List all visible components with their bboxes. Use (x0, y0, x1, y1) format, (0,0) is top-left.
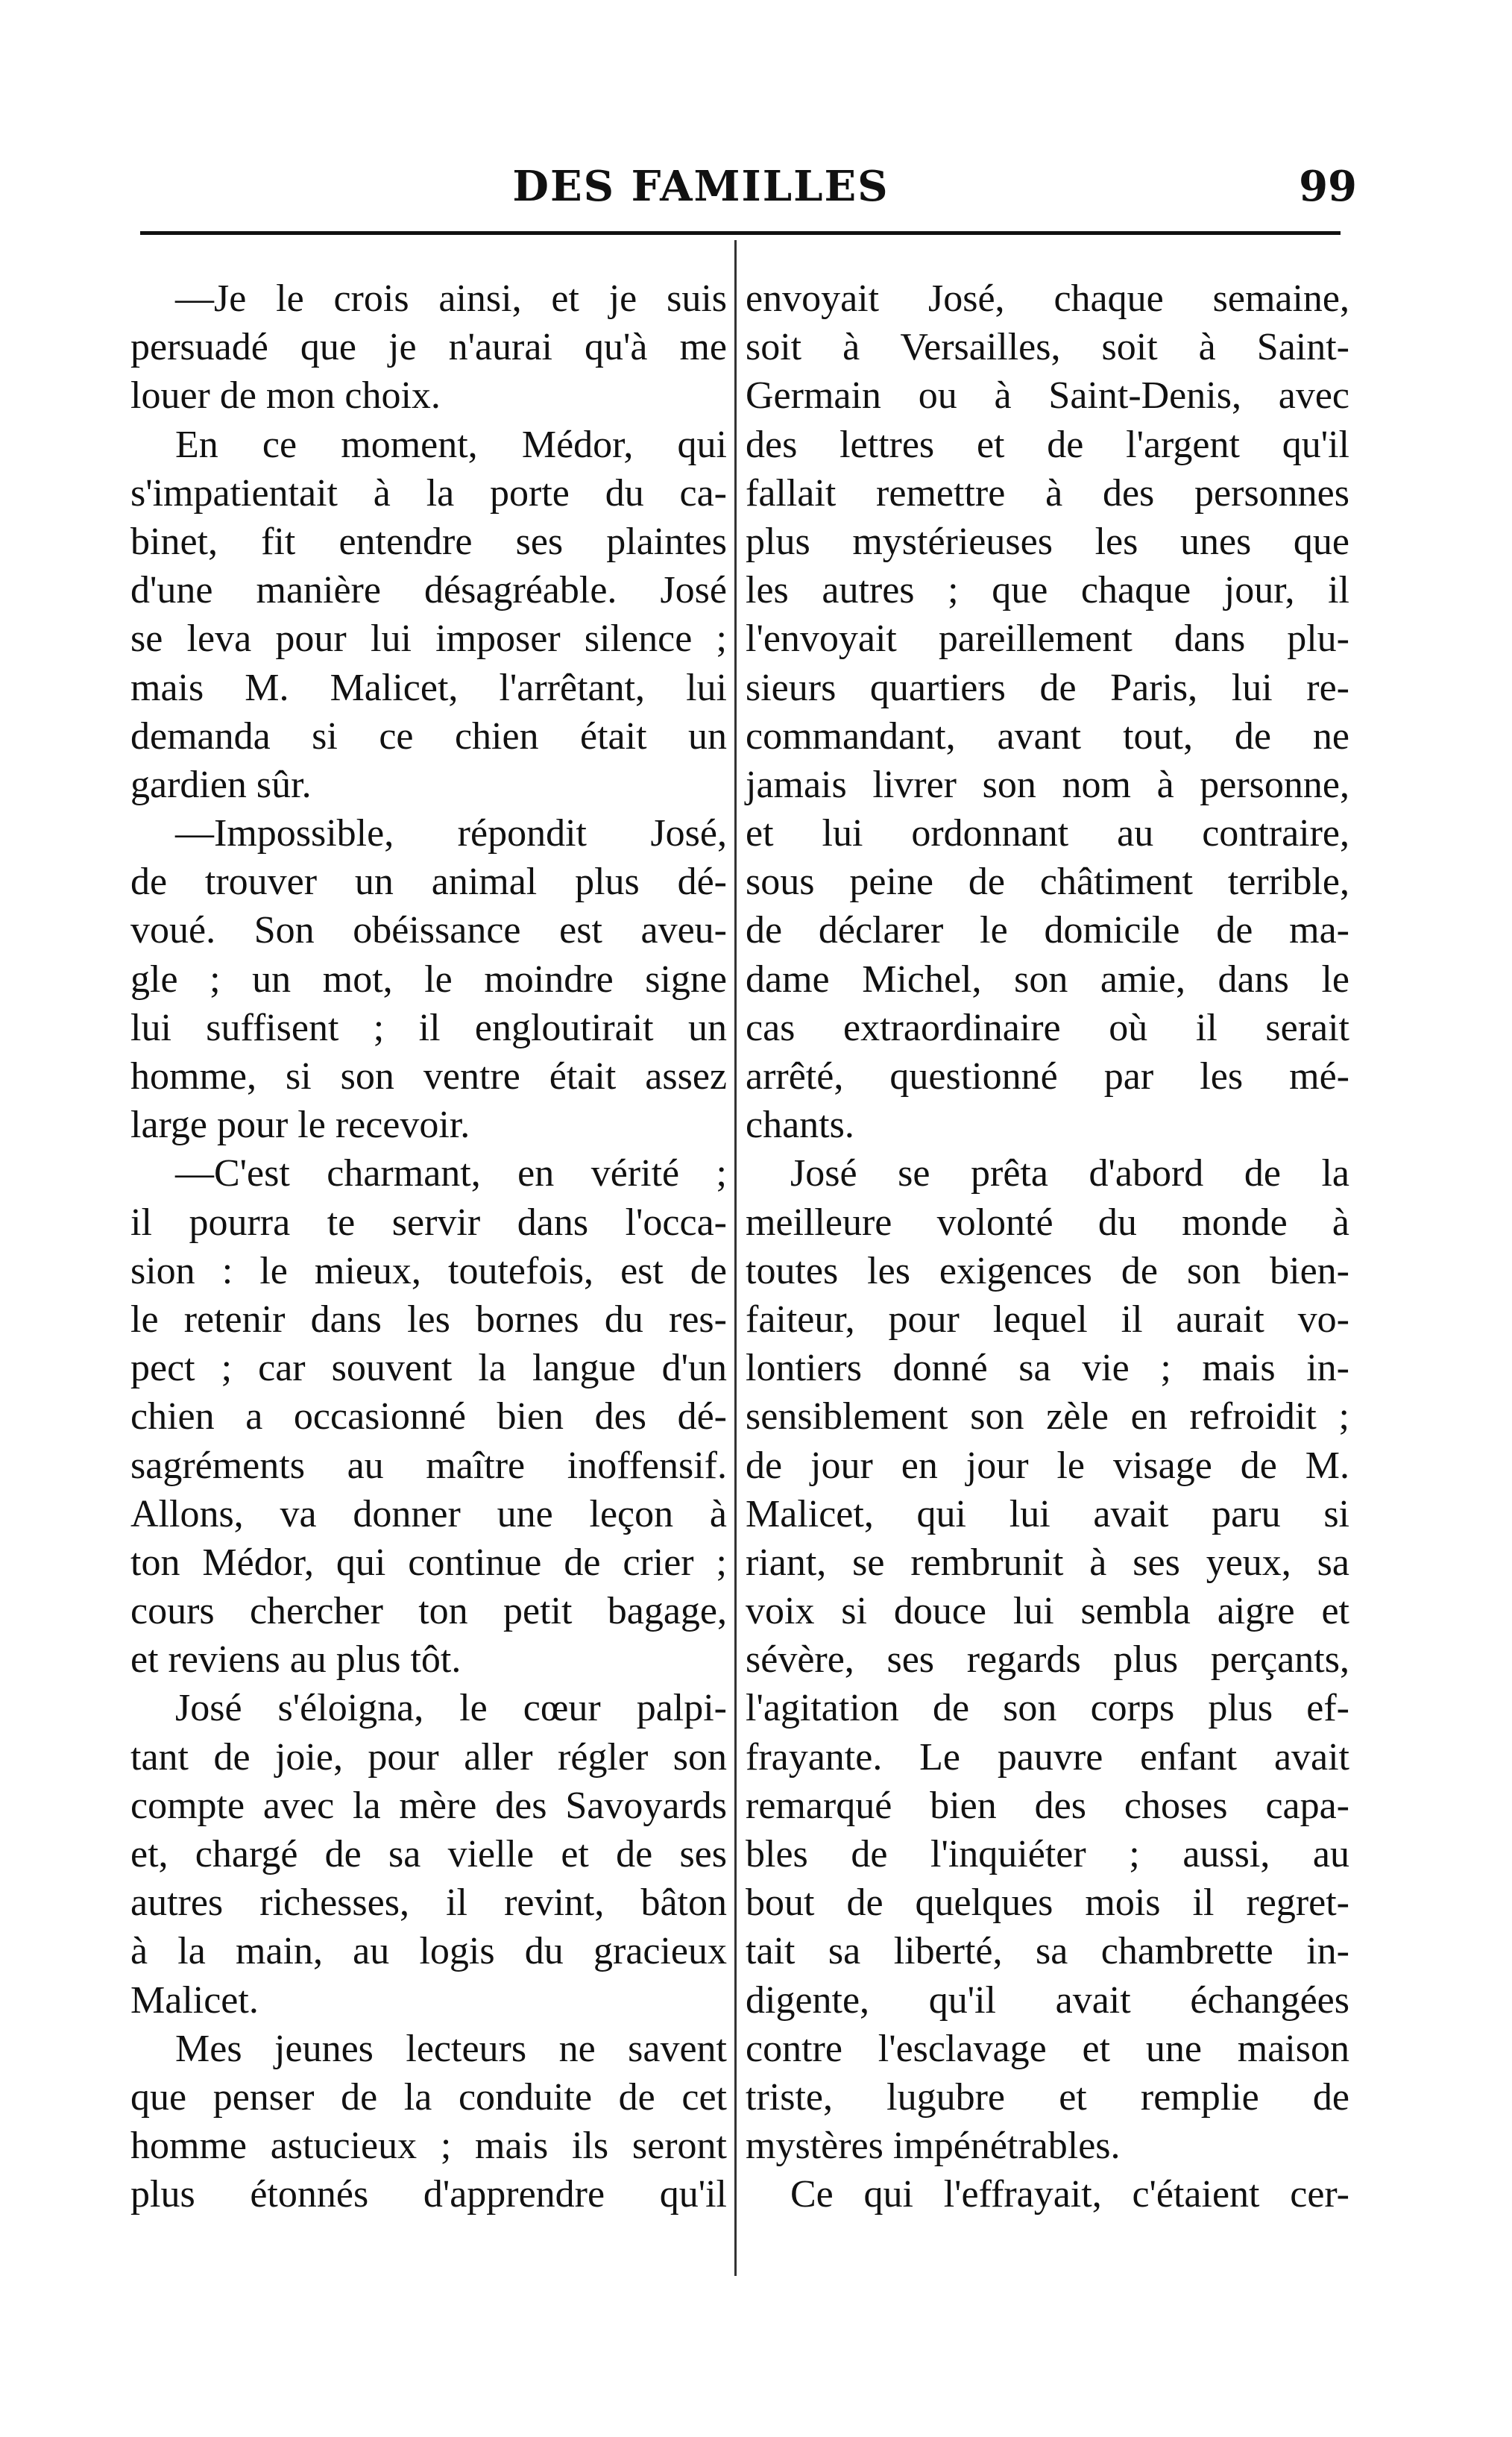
text-line: sensiblement son zèle en refroidit ; (746, 1395, 1349, 1438)
text-line: —C'est charmant, en vérité ; (175, 1152, 727, 1195)
text-line: de déclarer le domicile de ma- (746, 909, 1349, 952)
left-text-column (130, 274, 727, 2219)
column-divider (734, 240, 737, 2276)
text-line: l'agitation de son corps plus ef- (746, 1687, 1349, 1730)
text-line: ton Médor, qui continue de crier ; (130, 1541, 727, 1584)
text-line: chants. (746, 1104, 854, 1147)
text-line: En ce moment, Médor, qui (175, 423, 727, 466)
text-line: riant, se rembrunit à ses yeux, sa (746, 1541, 1349, 1584)
text-line: louer de mon choix. (130, 374, 441, 418)
text-line: arrêté, questionné par les mé- (746, 1055, 1349, 1098)
text-line: sieurs quartiers de Paris, lui re- (746, 666, 1349, 709)
text-line: Malicet. (130, 1978, 259, 2022)
text-line: gle ; un mot, le moindre signe (130, 957, 727, 1001)
text-line: frayante. Le pauvre enfant avait (746, 1735, 1349, 1779)
text-line: mystères impénétrables. (746, 2125, 1121, 2168)
text-line: pect ; car souvent la langue d'un (130, 1347, 727, 1390)
text-line: binet, fit entendre ses plaintes (130, 520, 727, 563)
text-line: demanda si ce chien était un (130, 714, 727, 758)
text-line: homme, si son ventre était assez (130, 1055, 727, 1098)
right-text-column (746, 274, 1349, 2219)
text-line: sévère, ses regards plus perçants, (746, 1638, 1349, 1682)
text-line: faiteur, pour lequel il aurait vo- (746, 1298, 1349, 1341)
text-line: l'envoyait pareillement dans plu- (746, 617, 1349, 661)
text-line: chien a occasionné bien des dé- (130, 1395, 727, 1438)
text-line: Mes jeunes lecteurs ne savent (175, 2027, 727, 2070)
text-line: et lui ordonnant au contraire, (746, 812, 1349, 855)
text-line: large pour le recevoir. (130, 1104, 470, 1147)
text-line: Germain ou à Saint-Denis, avec (746, 374, 1349, 418)
text-line: compte avec la mère des Savoyards (130, 1784, 727, 1827)
text-line: plus mystérieuses les unes que (746, 520, 1349, 563)
text-line: cas extraordinaire où il serait (746, 1006, 1349, 1049)
text-line: —Impossible, répondit José, (175, 812, 727, 855)
text-line: plus étonnés d'apprendre qu'il (130, 2173, 727, 2216)
text-line: soit à Versailles, soit à Saint- (746, 326, 1349, 369)
text-line: s'impatientait à la porte du ca- (130, 471, 727, 515)
text-line: et reviens au plus tôt. (130, 1638, 462, 1682)
text-line: homme astucieux ; mais ils seront (130, 2125, 727, 2168)
text-line: Malicet, qui lui avait paru si (746, 1492, 1349, 1535)
header-rule (140, 231, 1341, 235)
text-line: mais M. Malicet, l'arrêtant, lui (130, 666, 727, 709)
text-line: jamais livrer son nom à personne, (746, 763, 1349, 806)
text-line: il pourra te servir dans l'occa- (130, 1201, 727, 1244)
text-line: commandant, avant tout, de ne (746, 714, 1349, 758)
text-line: se leva pour lui imposer silence ; (130, 617, 727, 661)
text-line: et, chargé de sa vielle et de ses (130, 1833, 727, 1875)
text-line: lui suffisent ; il engloutirait un (130, 1006, 727, 1049)
text-line: lontiers donné sa vie ; mais in- (746, 1347, 1349, 1390)
text-line: fallait remettre à des personnes (746, 471, 1349, 515)
text-line: digente, qu'il avait échangées (746, 1978, 1349, 2022)
text-line: tait sa liberté, sa chambrette in- (746, 1930, 1349, 1973)
text-line: toutes les exigences de son bien- (746, 1249, 1349, 1292)
text-line: d'une manière désagréable. José (130, 569, 727, 612)
text-line: triste, lugubre et remplie de (746, 2075, 1349, 2119)
text-line: meilleure volonté du monde à (746, 1201, 1349, 1244)
text-line: sous peine de châtiment terrible, (746, 861, 1349, 904)
text-line: que penser de la conduite de cet (130, 2075, 727, 2119)
text-line: voix si douce lui sembla aigre et (746, 1590, 1349, 1633)
text-line: dame Michel, son amie, dans le (746, 957, 1349, 1001)
text-line: le retenir dans les bornes du res- (130, 1298, 727, 1341)
text-line: —Je le crois ainsi, et je suis (175, 277, 727, 320)
text-line: bles de l'inquiéter ; aussi, au (746, 1833, 1349, 1875)
text-line: tant de joie, pour aller régler son (130, 1735, 727, 1779)
text-line: Allons, va donner une leçon à (130, 1492, 727, 1535)
text-line: envoyait José, chaque semaine, (746, 277, 1349, 320)
text-line: Ce qui l'effrayait, c'étaient cer- (790, 2173, 1349, 2216)
text-line: les autres ; que chaque jour, il (746, 569, 1349, 612)
text-line: à la main, au logis du gracieux (130, 1930, 727, 1973)
running-title: DES FAMILLES (512, 162, 889, 211)
text-line: sion : le mieux, toutefois, est de (130, 1249, 727, 1292)
text-line: cours chercher ton petit bagage, (130, 1590, 727, 1633)
text-line: de jour en jour le visage de M. (746, 1444, 1349, 1487)
text-line: autres richesses, il revint, bâton (130, 1881, 727, 1925)
page-number: 99 (1299, 162, 1357, 211)
text-line: sagréments au maître inoffensif. (130, 1444, 727, 1487)
text-line: remarqué bien des choses capa- (746, 1784, 1349, 1827)
text-line: persuadé que je n'aurai qu'à me (130, 326, 727, 369)
text-line: José se prêta d'abord de la (790, 1152, 1349, 1195)
text-line: bout de quelques mois il regret- (746, 1881, 1349, 1925)
text-line: contre l'esclavage et une maison (746, 2027, 1349, 2070)
text-line: des lettres et de l'argent qu'il (746, 423, 1349, 466)
text-line: de trouver un animal plus dé- (130, 861, 727, 904)
text-line: voué. Son obéissance est aveu- (130, 909, 727, 952)
text-line: gardien sûr. (130, 763, 312, 806)
text-line: José s'éloigna, le cœur palpi- (175, 1687, 727, 1730)
